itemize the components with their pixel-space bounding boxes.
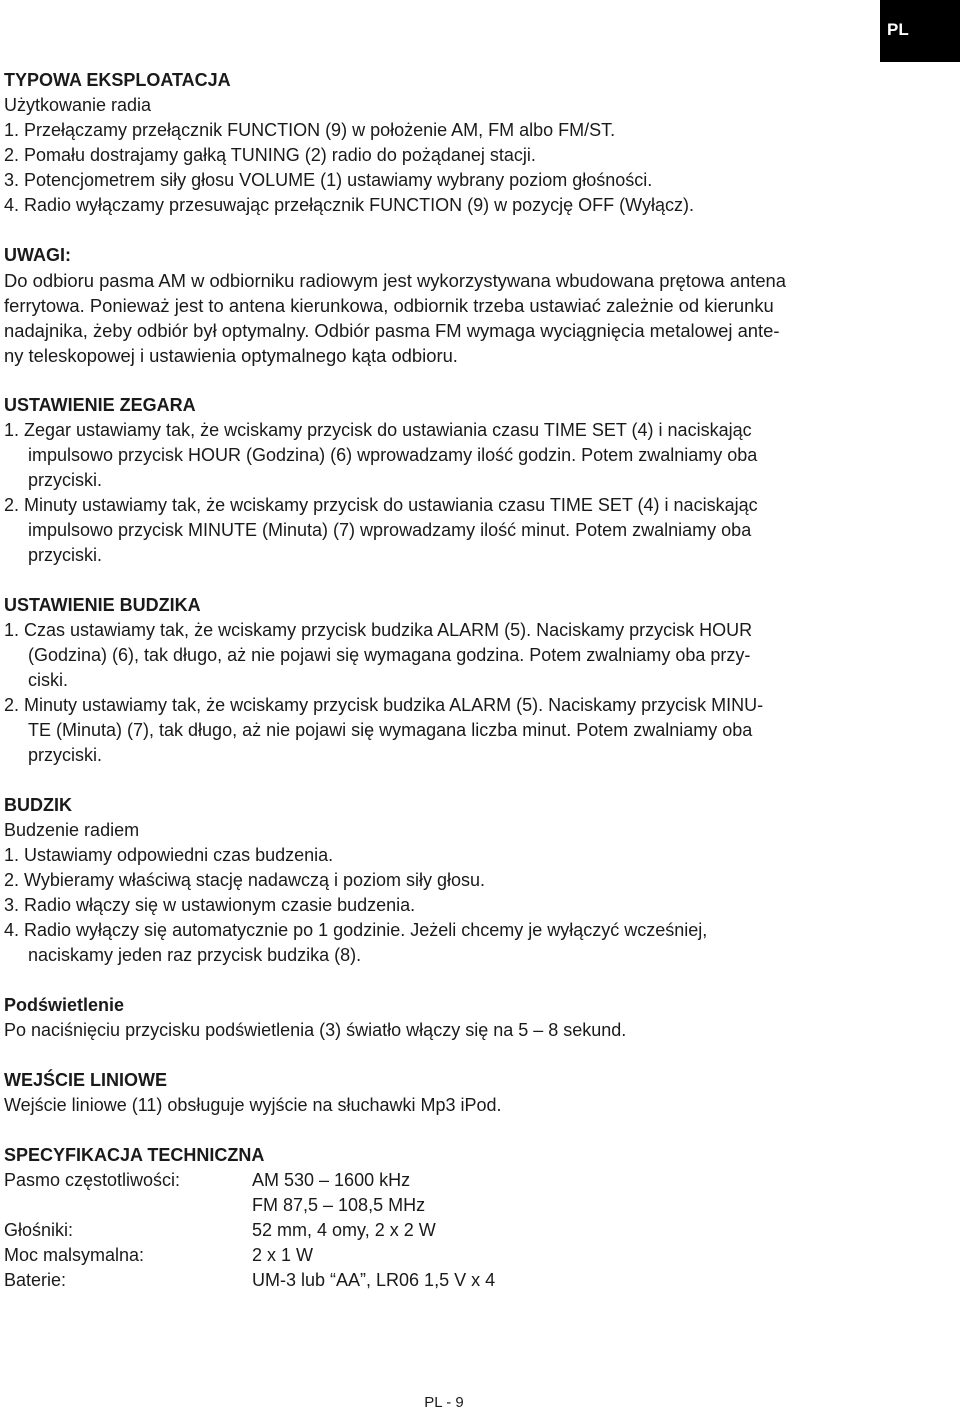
spec-label: Moc malsymalna:	[4, 1245, 145, 1265]
list-item: 1. Ustawiamy odpowiedni czas budzenia.	[4, 845, 334, 865]
section-title-specyfikacja: SPECYFIKACJA TECHNICZNA	[4, 1145, 265, 1165]
spec-value: 52 mm, 4 omy, 2 x 2 W	[252, 1220, 436, 1240]
paragraph-line: ferrytowa. Ponieważ jest to antena kierunkowa, odbiornik trzeba ustawiać zależnie od kierunku	[4, 295, 774, 316]
language-tab: PL	[880, 0, 960, 62]
section-subtitle: Użytkowanie radia	[4, 95, 152, 115]
spec-value: AM 530 – 1600 kHz	[252, 1170, 411, 1190]
list-item-continuation: przyciski.	[28, 470, 103, 490]
paragraph-line: Po naciśnięciu przycisku podświetlenia (3) światło włączy się na 5 – 8 sekund.	[4, 1020, 627, 1040]
paragraph-line: Wejście liniowe (11) obsługuje wyjście na słuchawki Mp3 iPod.	[4, 1095, 502, 1115]
list-item: 2. Minuty ustawiamy tak, że wciskamy przycisk budzika ALARM (5). Naciskamy przycisk MINU-	[4, 695, 764, 715]
list-item: 4. Radio wyłączamy przesuwając przełącznik FUNCTION (9) w pozycję OFF (Wyłącz).	[4, 195, 694, 215]
list-item: 2. Minuty ustawiamy tak, że wciskamy przycisk do ustawiania czasu TIME SET (4) i naciskając	[4, 495, 758, 515]
spec-label: Pasmo częstotliwości:	[4, 1170, 181, 1190]
list-item: 1. Przełączamy przełącznik FUNCTION (9) w położenie AM, FM albo FM/ST.	[4, 120, 616, 140]
spec-row	[4, 1168, 904, 1193]
list-item-continuation: impulsowo przycisk MINUTE (Minuta) (7) wprowadzamy ilość minut. Potem zwalniamy oba	[28, 520, 752, 540]
list-item: 3. Radio włączy się w ustawionym czasie budzenia.	[4, 895, 416, 915]
spec-row	[4, 1268, 904, 1293]
spec-row	[4, 1218, 904, 1243]
section-title-ustawienie-budzika: USTAWIENIE BUDZIKA	[4, 595, 201, 615]
list-item-continuation: przyciski.	[28, 545, 103, 565]
paragraph-line: ny teleskopowej i ustawienia optymalnego kąta odbioru.	[4, 345, 458, 366]
spec-label: Głośniki:	[4, 1220, 74, 1240]
list-item: 2. Pomału dostrajamy gałką TUNING (2) radio do pożądanej stacji.	[4, 145, 536, 165]
list-item: 2. Wybieramy właściwą stację nadawczą i poziom siły głosu.	[4, 870, 486, 890]
manual-content	[4, 68, 904, 1293]
spec-value: 2 x 1 W	[252, 1245, 314, 1265]
section-title-budzik: BUDZIK	[4, 795, 72, 815]
section-title-uwagi: UWAGI:	[4, 245, 71, 265]
list-item: 1. Zegar ustawiamy tak, że wciskamy przycisk do ustawiania czasu TIME SET (4) i naciskając	[4, 420, 752, 440]
paragraph-line: Do odbioru pasma AM w odbiorniku radiowym jest wykorzystywana wbudowana prętowa antena	[4, 270, 786, 291]
page-footer	[0, 1393, 960, 1413]
section-title-podswietlenie: Podświetlenie	[4, 995, 125, 1015]
list-item: 3. Potencjometrem siły głosu VOLUME (1) ustawiamy wybrany poziom głośności.	[4, 170, 653, 190]
spec-row	[4, 1243, 904, 1268]
spec-row	[4, 1193, 904, 1218]
paragraph-line: nadajnika, żeby odbiór był optymalny. Odbiór pasma FM wymaga wyciągnięcia metalowej ante-	[4, 320, 780, 341]
list-item-continuation: naciskamy jeden raz przycisk budzika (8).	[28, 945, 362, 965]
list-item-continuation: TE (Minuta) (7), tak długo, aż nie pojawi się wymagana liczba minut. Potem zwalniamy oba	[28, 720, 753, 740]
page-number: PL - 9	[424, 1394, 464, 1411]
section-title-ustawienie-zegara: USTAWIENIE ZEGARA	[4, 395, 196, 415]
section-subtitle: Budzenie radiem	[4, 820, 140, 840]
list-item-continuation: ciski.	[28, 670, 68, 690]
spec-label: Baterie:	[4, 1270, 67, 1290]
spec-value: UM-3 lub “AA”, LR06 1,5 V x 4	[252, 1270, 496, 1290]
list-item-continuation: impulsowo przycisk HOUR (Godzina) (6) wprowadzamy ilość godzin. Potem zwalniamy oba	[28, 445, 758, 465]
list-item: 4. Radio wyłączy się automatycznie po 1 godzinie. Jeżeli chcemy je wyłączyć wcześniej,	[4, 920, 708, 940]
list-item-continuation: przyciski.	[28, 745, 103, 765]
spec-value: FM 87,5 – 108,5 MHz	[252, 1195, 426, 1215]
list-item-continuation: (Godzina) (6), tak długo, aż nie pojawi się wymagana godzina. Potem zwalniamy oba przy-	[28, 645, 751, 665]
section-title-wejscie-liniowe: WEJŚCIE LINIOWE	[4, 1070, 168, 1090]
list-item: 1. Czas ustawiamy tak, że wciskamy przycisk budzika ALARM (5). Naciskamy przycisk HOUR	[4, 620, 753, 640]
section-title-typowa-eksploatacja: TYPOWA EKSPLOATACJA	[4, 70, 231, 90]
